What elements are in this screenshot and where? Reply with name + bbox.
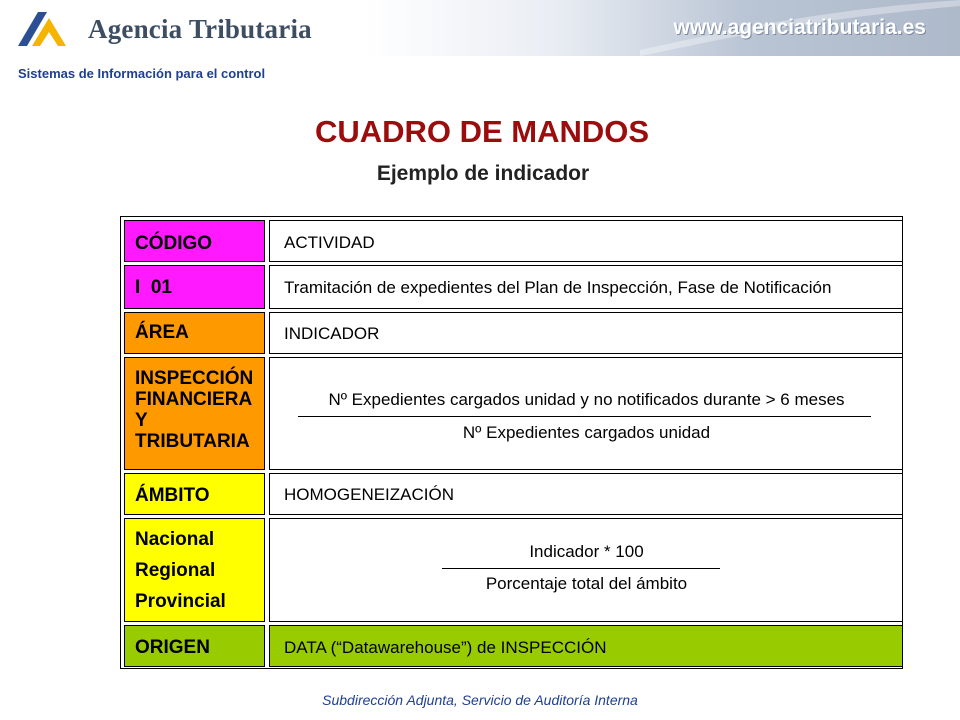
level-provincial: Provincial	[135, 591, 226, 612]
area-name-line-1: INSPECCIÓN	[135, 368, 254, 389]
indicator-id: I 01	[135, 277, 172, 298]
level-regional: Regional	[135, 560, 216, 581]
indicator-table	[120, 216, 903, 669]
origen-value: DATA (“Datawarehouse”) de INSPECCIÓN	[284, 638, 607, 657]
area-value-cell	[269, 312, 902, 354]
page-title: CUADRO DE MANDOS	[314, 114, 650, 149]
website-url[interactable]: www.agenciatributaria.es	[673, 16, 926, 39]
codigo-value-cell	[269, 220, 902, 262]
area-label-cell	[124, 312, 265, 354]
header-bar	[0, 0, 960, 56]
formula-2-denominator: Porcentaje total del ámbito	[485, 574, 688, 593]
origen-label: ORIGEN	[135, 637, 210, 658]
codigo-value: ACTIVIDAD	[284, 233, 375, 252]
formula-1-numerator: Nº Expedientes cargados unidad y no notificados durante > 6 meses	[328, 390, 845, 409]
brand-name: Agencia Tributaria	[88, 14, 312, 44]
ambito-value: HOMOGENEIZACIÓN	[284, 485, 455, 504]
level-nacional: Nacional	[135, 529, 215, 550]
formula-1-cell	[269, 357, 902, 470]
example-label: Ejemplo de indicador	[376, 162, 590, 185]
origen-value-cell	[269, 625, 902, 667]
agencia-logo-icon	[14, 8, 72, 50]
origen-label-cell	[124, 625, 265, 667]
indicator-description-cell	[269, 265, 902, 309]
codigo-label-cell	[124, 220, 265, 262]
formula-2-numerator: Indicador * 100	[529, 542, 644, 561]
formula-2-fraction-line	[442, 568, 720, 569]
ambito-label: ÁMBITO	[135, 485, 210, 506]
footer-text: Subdirección Adjunta, Servicio de Auditoría Interna	[322, 692, 638, 708]
area-name-cell	[124, 357, 265, 470]
codigo-label: CÓDIGO	[135, 233, 213, 254]
area-label: ÁREA	[135, 322, 189, 343]
section-subtitle: Sistemas de Información para el control	[18, 66, 266, 81]
area-name-line-4: TRIBUTARIA	[135, 431, 250, 452]
formula-1-fraction-line	[298, 416, 871, 417]
area-name-line-3: Y	[135, 410, 148, 431]
area-name-line-2: FINANCIERA	[135, 389, 253, 410]
formula-1-denominator: Nº Expedientes cargados unidad	[462, 423, 711, 442]
indicator-description: Tramitación de expedientes del Plan de Inspección, Fase de Notificación	[284, 278, 832, 297]
ambito-label-cell	[124, 473, 265, 515]
levels-cell	[124, 518, 265, 622]
indicator-id-cell	[124, 265, 265, 309]
formula-2-cell	[269, 518, 902, 622]
ambito-value-cell	[269, 473, 902, 515]
area-value: INDICADOR	[284, 324, 380, 343]
